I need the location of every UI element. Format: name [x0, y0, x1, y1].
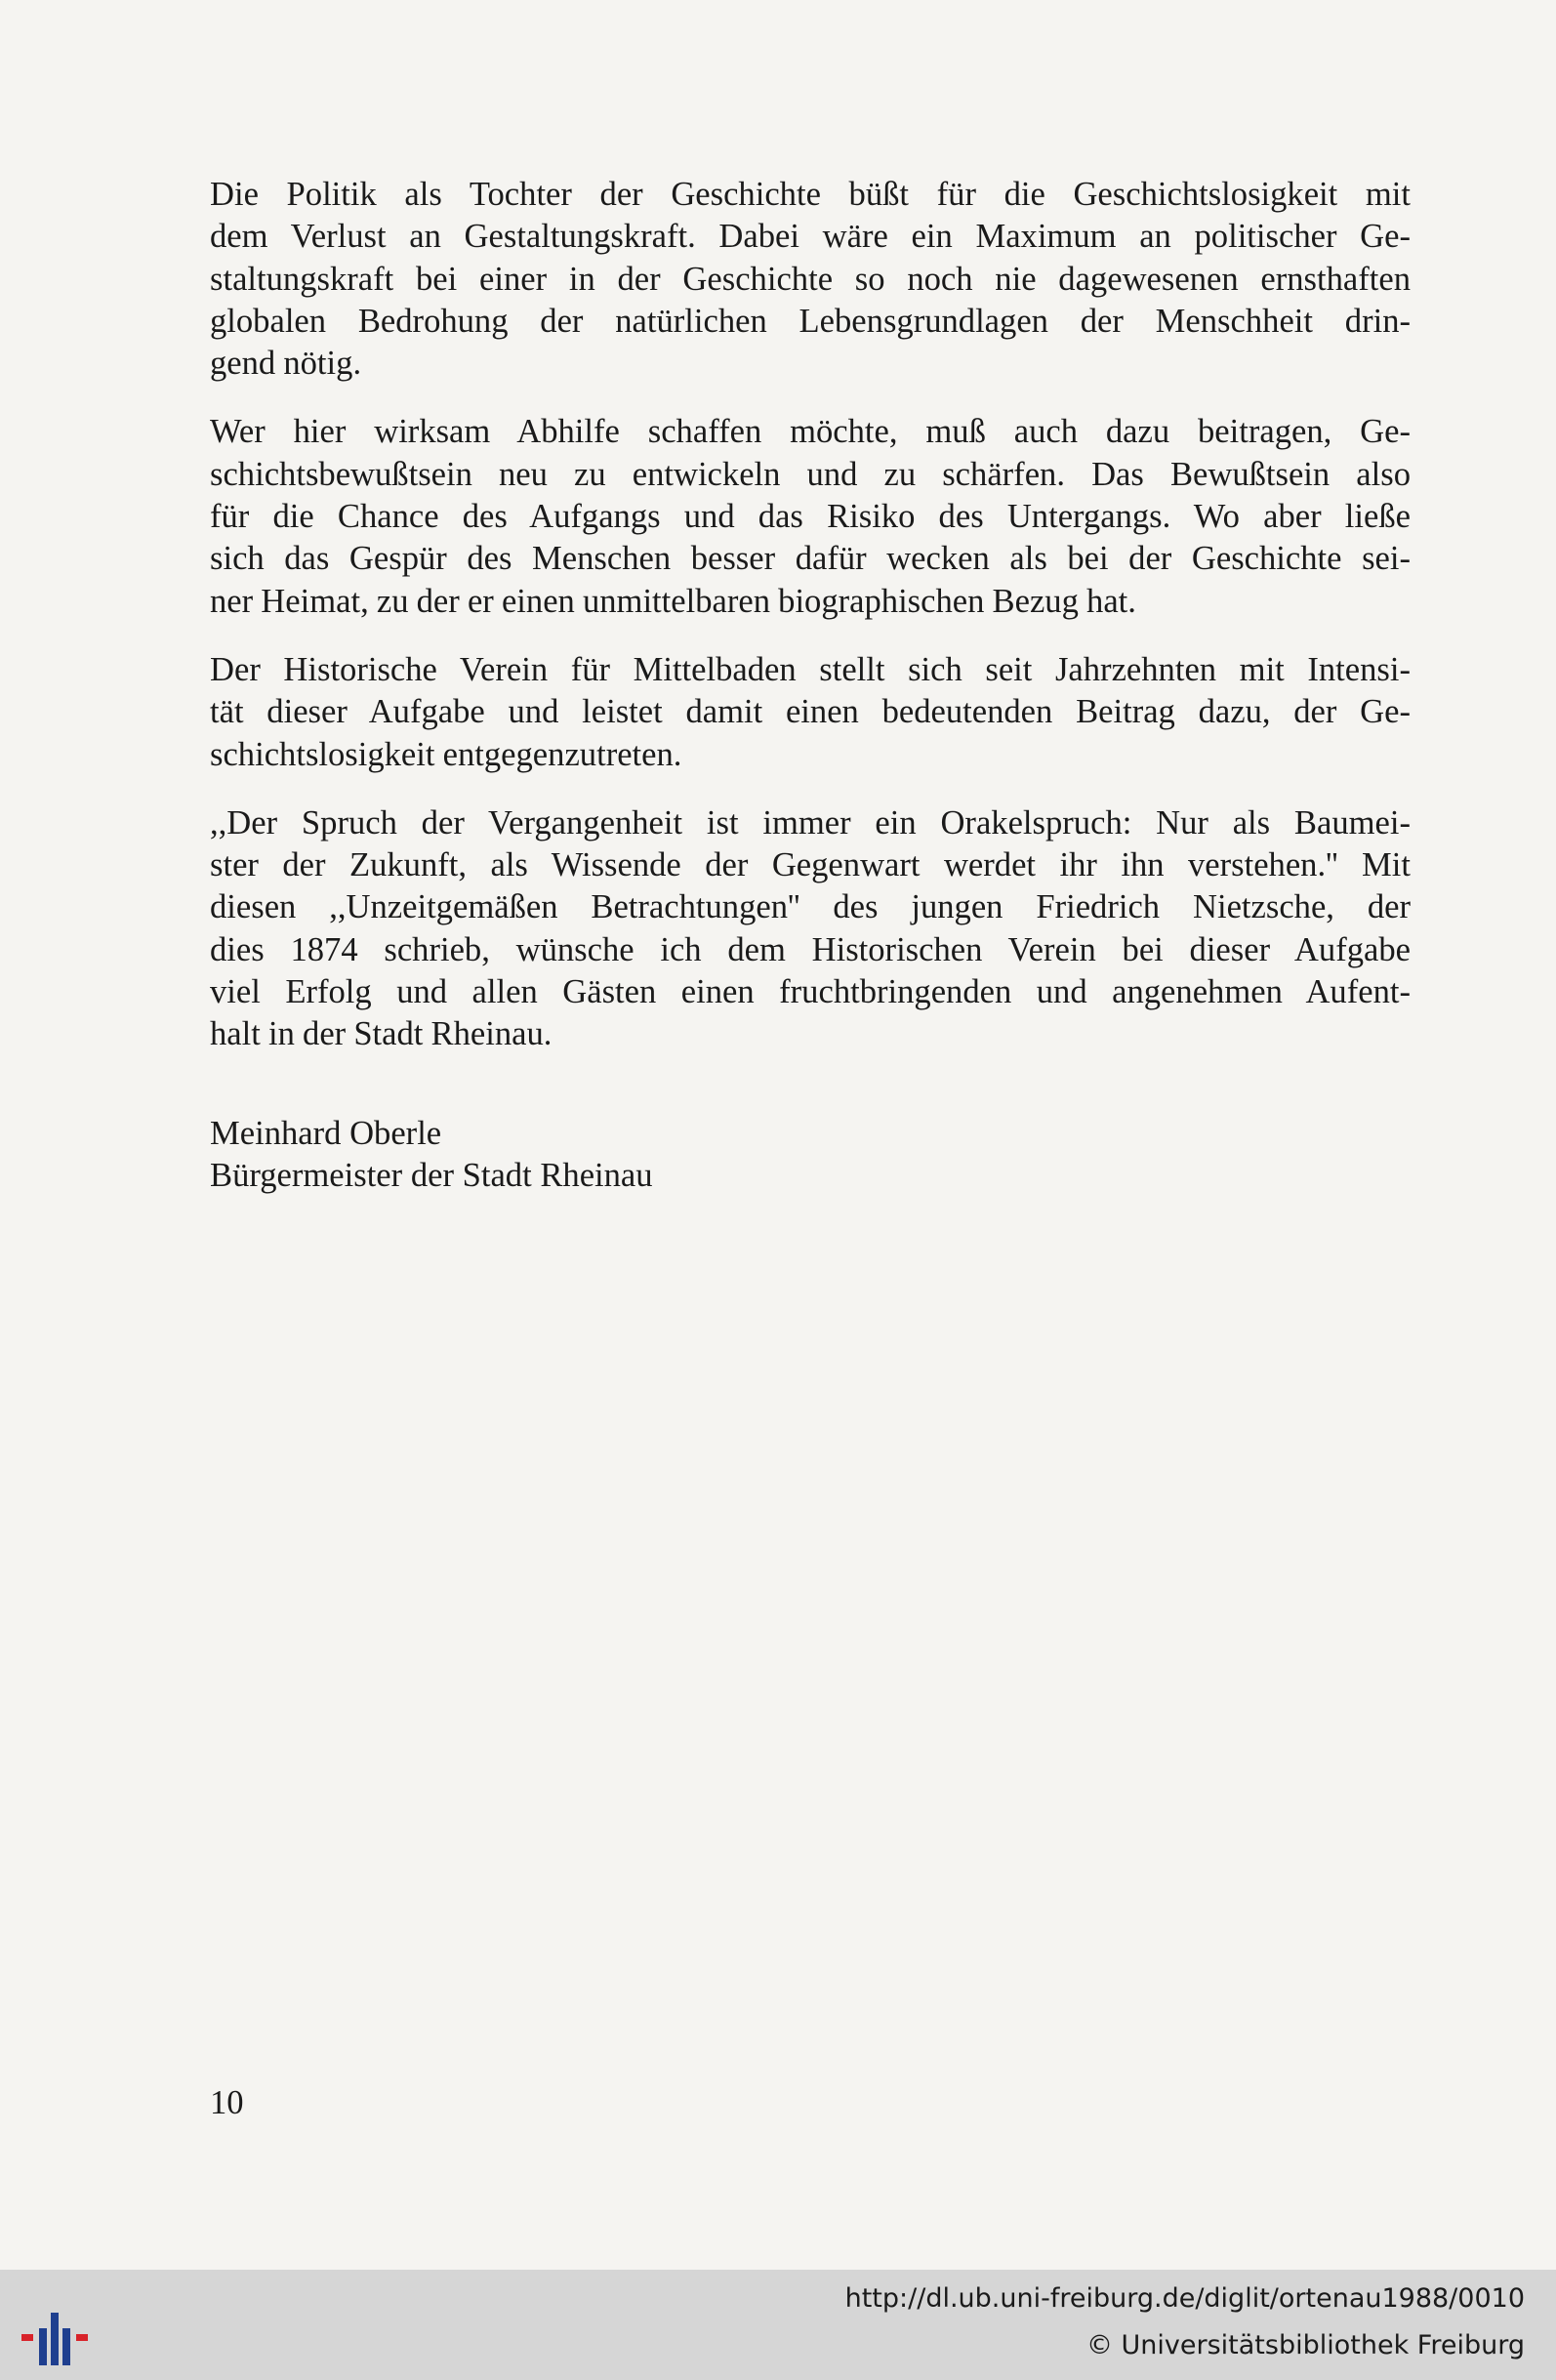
text-line: gend nötig. [210, 345, 362, 383]
text-line: sich das Gespür des Menschen besser dafür wecken als bei der Geschichte sei- [210, 540, 1411, 578]
text-line: schichtslosigkeit entgegenzutreten. [210, 735, 682, 773]
text-line: dies 1874 schrieb, wünsche ich dem Historischen Verein bei dieser Aufgabe [210, 930, 1411, 968]
paragraph-3 [210, 649, 1411, 776]
text-line: ,,Der Spruch der Vergangenheit ist immer ein Orakelspruch: Nur als Baumei- [210, 803, 1411, 841]
text-line: globalen Bedrohung der natürlichen Lebensgrundlagen der Menschheit drin- [210, 302, 1411, 340]
text-line: tät dieser Aufgabe und leistet damit einen bedeutenden Beitrag dazu, der Ge- [210, 693, 1411, 731]
text-line: für die Chance des Aufgangs und das Risiko des Untergangs. Wo aber ließe [210, 498, 1411, 536]
text-line: Die Politik als Tochter der Geschichte büßt für die Geschichtslosigkeit mit [210, 176, 1411, 213]
text-line: halt in der Stadt Rheinau. [210, 1015, 553, 1053]
text-line: ner Heimat, zu der er einen unmittelbaren biographischen Bezug hat. [210, 582, 1136, 620]
text-line: dem Verlust an Gestaltungskraft. Dabei wäre ein Maximum an politischer Ge- [210, 218, 1411, 256]
paragraph-4 [210, 802, 1411, 1056]
signatory-name: Meinhard Oberle [210, 1114, 442, 1152]
text-line: ster der Zukunft, als Wissende der Gegenwart werdet ihr ihn verstehen.'' Mit [210, 846, 1411, 884]
paragraph-2 [210, 411, 1411, 622]
source-url-link[interactable]: http://dl.ub.uni-freiburg.de/diglit/ortenau1988/0010 [844, 2283, 1525, 2314]
text-line: Wer hier wirksam Abhilfe schaffen möchte, muß auch dazu beitragen, Ge- [210, 413, 1411, 451]
ub-freiburg-logo-icon [18, 2299, 98, 2379]
text-line: schichtsbewußtsein neu zu entwickeln und zu schärfen. Das Bewußtsein also [210, 455, 1411, 493]
signature-block [210, 1113, 1411, 1198]
text-line: viel Erfolg und allen Gästen einen fruchtbringenden und angenehmen Aufent- [210, 973, 1411, 1011]
body-text [210, 174, 1411, 1197]
text-line: diesen ,,Unzeitgemäßen Betrachtungen'' des jungen Friedrich Nietzsche, der [210, 888, 1411, 926]
copyright-notice: © Universitätsbibliothek Freiburg [1085, 2330, 1525, 2360]
signatory-title: Bürgermeister der Stadt Rheinau [210, 1156, 653, 1194]
footer-bar [0, 2270, 1556, 2380]
text-line: Der Historische Verein für Mittelbaden stellt sich seit Jahrzehnten mit Intensi- [210, 650, 1411, 688]
paragraph-1 [210, 174, 1411, 385]
text-line: staltungskraft bei einer in der Geschichte so noch nie dagewesenen ernsthaften [210, 260, 1411, 298]
page-number: 10 [210, 2084, 244, 2121]
